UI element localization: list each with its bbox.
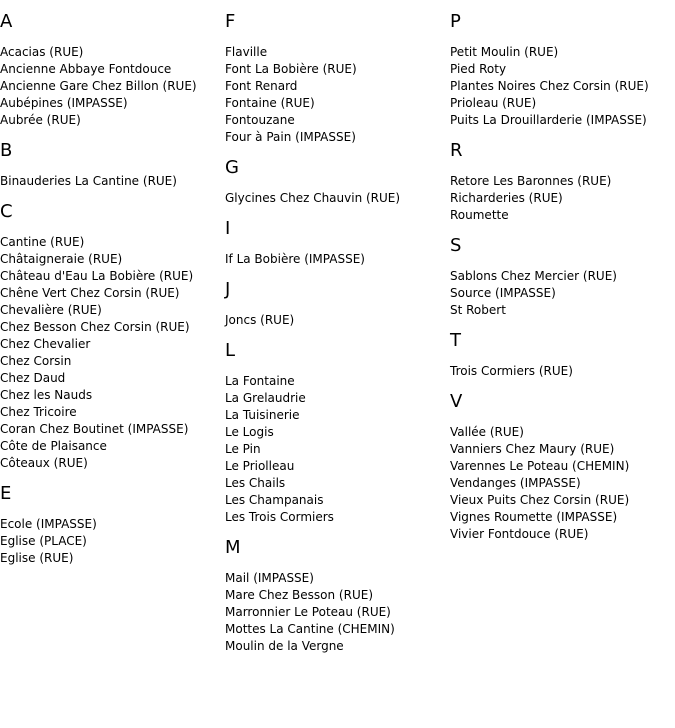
street-item[interactable]: La Tuisinerie	[225, 408, 300, 422]
column-2	[225, 0, 445, 655]
section-letter-heading: J	[225, 279, 231, 300]
section-letter-heading: T	[450, 330, 461, 351]
street-item[interactable]: Sablons Chez Mercier (RUE)	[450, 269, 617, 283]
street-item[interactable]: Vanniers Chez Maury (RUE)	[450, 442, 615, 456]
street-item[interactable]: Ecole (IMPASSE)	[0, 517, 97, 531]
street-item[interactable]: Pied Roty	[450, 62, 507, 76]
street-item[interactable]: Chez Daud	[0, 371, 66, 385]
street-item[interactable]: Acacias (RUE)	[0, 45, 84, 59]
street-item[interactable]: Chez Corsin	[0, 354, 72, 368]
street-item[interactable]: Font La Bobière (RUE)	[225, 62, 357, 76]
street-list	[450, 268, 675, 319]
street-item[interactable]: Aubrée (RUE)	[0, 113, 81, 127]
street-item[interactable]: Coran Chez Boutinet (IMPASSE)	[0, 422, 189, 436]
column-1	[0, 0, 220, 567]
street-item[interactable]: Flaville	[225, 45, 268, 59]
street-item[interactable]: Prioleau (RUE)	[450, 96, 537, 110]
street-item[interactable]: La Grelaudrie	[225, 391, 306, 405]
street-item[interactable]: Mare Chez Besson (RUE)	[225, 588, 374, 602]
street-list	[450, 363, 675, 380]
street-item[interactable]: Ancienne Abbaye Fontdouce	[0, 62, 172, 76]
section-letter-heading: M	[225, 537, 241, 558]
street-item[interactable]: Retore Les Baronnes (RUE)	[450, 174, 612, 188]
street-list	[225, 44, 445, 146]
street-item[interactable]: Puits La Drouillarderie (IMPASSE)	[450, 113, 647, 127]
street-list	[225, 570, 445, 655]
section-letter-heading: L	[225, 340, 236, 361]
section-letter-heading: F	[225, 11, 236, 32]
street-item[interactable]: Chêne Vert Chez Corsin (RUE)	[0, 286, 180, 300]
street-item[interactable]: Châtaigneraie (RUE)	[0, 252, 123, 266]
section-letter-heading: I	[225, 218, 231, 239]
section-p	[450, 11, 675, 129]
section-letter-heading: S	[450, 235, 462, 256]
street-item[interactable]: St Robert	[450, 303, 506, 317]
street-list	[450, 173, 675, 224]
street-item[interactable]: Four à Pain (IMPASSE)	[225, 130, 356, 144]
street-item[interactable]: Chez Besson Chez Corsin (RUE)	[0, 320, 190, 334]
street-item[interactable]: Les Chails	[225, 476, 286, 490]
street-item[interactable]: Glycines Chez Chauvin (RUE)	[225, 191, 401, 205]
street-list	[450, 44, 675, 129]
street-item[interactable]: Binauderies La Cantine (RUE)	[0, 174, 177, 188]
street-item[interactable]: Font Renard	[225, 79, 298, 93]
section-letter-heading: E	[0, 483, 12, 504]
section-v	[450, 391, 675, 543]
street-item[interactable]: Chez Chevalier	[0, 337, 91, 351]
section-letter-heading: G	[225, 157, 239, 178]
section-s	[450, 235, 675, 319]
street-item[interactable]: Trois Cormiers (RUE)	[450, 364, 573, 378]
street-list	[225, 190, 445, 207]
section-g	[225, 157, 445, 207]
street-item[interactable]: Ancienne Gare Chez Billon (RUE)	[0, 79, 197, 93]
street-item[interactable]: Le Logis	[225, 425, 274, 439]
street-item[interactable]: Fontouzane	[225, 113, 295, 127]
street-item[interactable]: Le Priolleau	[225, 459, 295, 473]
street-list	[225, 312, 445, 329]
street-item[interactable]: Joncs (RUE)	[225, 313, 295, 327]
street-item[interactable]: Richarderies (RUE)	[450, 191, 563, 205]
street-item[interactable]: Eglise (RUE)	[0, 551, 74, 565]
street-item[interactable]: Marronnier Le Poteau (RUE)	[225, 605, 391, 619]
street-item[interactable]: Les Champanais	[225, 493, 324, 507]
street-item[interactable]: Château d'Eau La Bobière (RUE)	[0, 269, 194, 283]
section-t	[450, 330, 675, 380]
section-f	[225, 11, 445, 146]
street-item[interactable]: Vallée (RUE)	[450, 425, 524, 439]
street-item[interactable]: Le Pin	[225, 442, 261, 456]
street-list	[225, 251, 445, 268]
street-item[interactable]: Petit Moulin (RUE)	[450, 45, 559, 59]
section-letter-heading: A	[0, 11, 13, 32]
street-item[interactable]: Eglise (PLACE)	[0, 534, 87, 548]
street-item[interactable]: Vendanges (IMPASSE)	[450, 476, 581, 490]
street-list	[0, 516, 220, 567]
section-b	[0, 140, 220, 190]
street-list	[225, 373, 445, 526]
street-item[interactable]: Vignes Roumette (IMPASSE)	[450, 510, 618, 524]
street-item[interactable]: Aubépines (IMPASSE)	[0, 96, 128, 110]
street-item[interactable]: If La Bobière (IMPASSE)	[225, 252, 365, 266]
street-item[interactable]: Côteaux (RUE)	[0, 456, 88, 470]
street-item[interactable]: Chevalière (RUE)	[0, 303, 102, 317]
street-item[interactable]: Source (IMPASSE)	[450, 286, 556, 300]
street-list	[0, 44, 220, 129]
section-c	[0, 201, 220, 472]
street-list	[0, 234, 220, 472]
section-r	[450, 140, 675, 224]
street-item[interactable]: La Fontaine	[225, 374, 295, 388]
section-a	[0, 11, 220, 129]
street-item[interactable]: Vivier Fontdouce (RUE)	[450, 527, 589, 541]
section-letter-heading: V	[450, 391, 463, 412]
street-item[interactable]: Plantes Noires Chez Corsin (RUE)	[450, 79, 649, 93]
section-i	[225, 218, 445, 268]
street-item[interactable]: Fontaine (RUE)	[225, 96, 315, 110]
section-letter-heading: C	[0, 201, 13, 222]
section-letter-heading: P	[450, 11, 461, 32]
street-item[interactable]: Chez les Nauds	[0, 388, 93, 402]
street-item[interactable]: Roumette	[450, 208, 509, 222]
street-item[interactable]: Les Trois Cormiers	[225, 510, 334, 524]
section-letter-heading: B	[0, 140, 13, 161]
street-item[interactable]: Varennes Le Poteau (CHEMIN)	[450, 459, 630, 473]
street-list	[0, 173, 220, 190]
street-item[interactable]: Cantine (RUE)	[0, 235, 85, 249]
section-j	[225, 279, 445, 329]
street-item[interactable]: Mottes La Cantine (CHEMIN)	[225, 622, 395, 636]
street-item[interactable]: Mail (IMPASSE)	[225, 571, 314, 585]
street-item[interactable]: Moulin de la Vergne	[225, 639, 344, 653]
street-list	[450, 424, 675, 543]
column-3	[450, 0, 675, 543]
street-item[interactable]: Vieux Puits Chez Corsin (RUE)	[450, 493, 630, 507]
section-letter-heading: R	[450, 140, 463, 161]
section-l	[225, 340, 445, 526]
section-e	[0, 483, 220, 567]
street-item[interactable]: Chez Tricoire	[0, 405, 77, 419]
section-m	[225, 537, 445, 655]
street-item[interactable]: Côte de Plaisance	[0, 439, 107, 453]
